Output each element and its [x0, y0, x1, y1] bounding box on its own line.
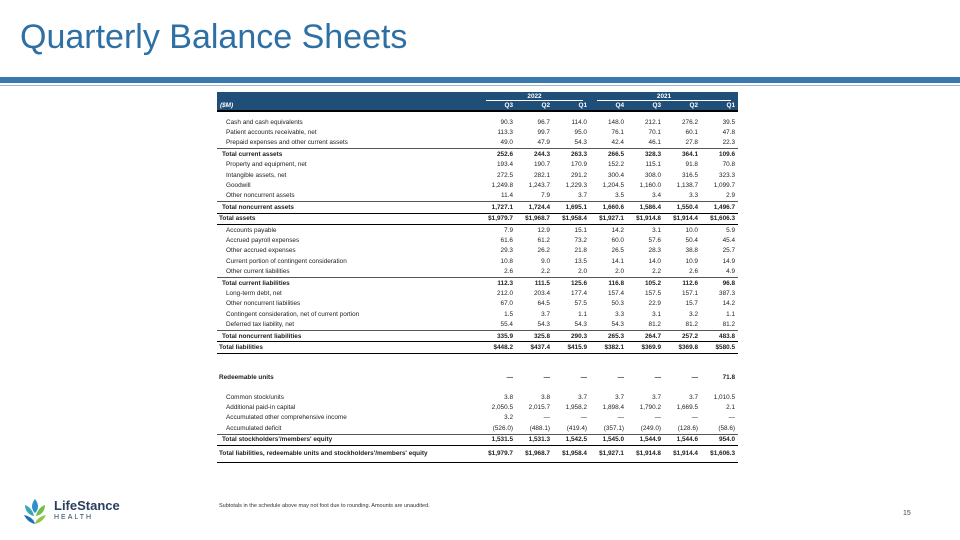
row-value: 109.6	[701, 149, 738, 160]
row-value: $1,927.1	[590, 445, 627, 462]
row-value: 15.7	[685, 300, 698, 308]
row-value: 111.5	[516, 277, 553, 288]
row-value: $448.2	[479, 342, 516, 353]
row-value: 3.2	[504, 414, 513, 422]
row-value: 54.3	[611, 321, 624, 329]
row-value: 10.8	[500, 257, 513, 265]
row-value: 212.0	[497, 289, 513, 297]
row-value: 193.4	[497, 161, 513, 169]
row-value: 99.7	[537, 129, 550, 137]
table-row	[217, 402, 738, 412]
row-value: $1,979.7	[479, 445, 516, 462]
row-value: 7.9	[504, 226, 513, 234]
row-value: (357.1)	[603, 424, 624, 432]
row-value: 2.0	[578, 268, 587, 276]
row-value: 11.4	[501, 192, 513, 200]
row-value: 1,660.6	[590, 202, 627, 213]
row-value: 3.1	[652, 310, 661, 318]
row-value: 57.5	[574, 300, 587, 308]
logo-name: LifeStance	[54, 498, 120, 513]
page-title: Quarterly Balance Sheets	[20, 18, 408, 56]
row-label: Property and equipment, net	[226, 161, 307, 169]
row-value: 61.6	[500, 236, 513, 244]
row-label: Patient accounts receivable, net	[226, 129, 317, 137]
table-row	[217, 373, 738, 383]
row-value: 73.2	[574, 236, 587, 244]
row-label: Intangible assets, net	[226, 171, 287, 179]
row-value: 1,531.5	[479, 434, 516, 445]
row-value: $1,606.3	[701, 445, 738, 462]
row-value: 2.1	[726, 404, 736, 412]
row-value: 10.9	[685, 257, 698, 265]
row-value: 3.1	[652, 226, 661, 234]
row-value: (526.0)	[492, 424, 513, 432]
row-value: (419.4)	[566, 424, 587, 432]
row-value: $1,979.7	[479, 213, 516, 224]
row-label: Deferred tax liability, net	[226, 321, 295, 329]
row-value: 112.3	[479, 277, 516, 288]
row-label: Cash and cash equivalents	[226, 118, 303, 126]
row-label: Long-term debt, net	[226, 289, 282, 297]
row-value: 276.2	[682, 118, 698, 126]
row-value: —	[506, 374, 513, 382]
row-value: 3.7	[541, 310, 550, 318]
row-value: —	[580, 374, 587, 382]
row-value: (128.6)	[677, 424, 698, 432]
row-value: 1,204.5	[602, 182, 624, 190]
row-value: 67.0	[500, 300, 513, 308]
row-value: 3.7	[615, 393, 624, 401]
row-value: —	[654, 374, 661, 382]
row-value: 91.8	[685, 161, 698, 169]
table-row	[217, 309, 738, 319]
row-value: 1,727.1	[479, 202, 516, 213]
lifestance-leaf-icon	[22, 496, 48, 526]
row-value: 81.2	[685, 321, 698, 329]
row-value: 387.3	[719, 289, 736, 297]
row-value: 1,138.7	[676, 182, 698, 190]
row-value: 70.1	[648, 129, 661, 137]
row-label: Total assets	[217, 213, 479, 224]
row-value: 50.4	[685, 236, 698, 244]
row-value: 266.5	[590, 149, 627, 160]
row-value: 3.7	[652, 393, 661, 401]
row-value: 61.2	[537, 236, 550, 244]
row-value: 290.3	[553, 330, 590, 341]
row-value: 157.5	[645, 289, 661, 297]
table-row	[217, 160, 738, 170]
row-value: 954.0	[701, 434, 738, 445]
row-value: 1,160.0	[639, 182, 661, 190]
row-value: 364.1	[664, 149, 701, 160]
row-value: —	[691, 414, 698, 422]
row-value: $580.5	[701, 342, 738, 353]
table-row	[217, 180, 738, 190]
table-row	[217, 117, 738, 127]
row-value: 1,898.4	[602, 404, 624, 412]
row-value: 252.6	[479, 149, 516, 160]
unit-label: ($M)	[217, 101, 479, 111]
row-value: 13.5	[574, 257, 587, 265]
row-value: 1.1	[726, 310, 736, 318]
row-value: 3.7	[578, 192, 587, 200]
row-value: 1,249.8	[491, 182, 513, 190]
row-value: —	[617, 414, 624, 422]
table-row	[217, 235, 738, 245]
row-value: 1,544.6	[664, 434, 701, 445]
row-value: 45.4	[722, 236, 736, 244]
row-value: 190.7	[534, 161, 550, 169]
table-row	[217, 319, 738, 330]
row-value: 3.8	[504, 393, 513, 401]
row-value: 2,015.7	[528, 404, 550, 412]
row-value: 1,496.7	[701, 202, 738, 213]
row-label: Total stockholders'/members' equity	[217, 434, 479, 445]
row-value: —	[543, 374, 550, 382]
row-value: 76.1	[611, 129, 624, 137]
row-value: 96.8	[701, 277, 738, 288]
row-value: 46.1	[648, 139, 661, 147]
row-value: $437.4	[516, 342, 553, 353]
row-value: 105.2	[627, 277, 664, 288]
row-value: 25.7	[722, 247, 736, 255]
year-header-2022: 2022	[479, 92, 590, 101]
row-value: 328.3	[627, 149, 664, 160]
row-value: 54.3	[574, 139, 587, 147]
table-row	[217, 202, 738, 213]
row-label: Other accrued expenses	[226, 247, 296, 255]
row-value: 21.8	[574, 247, 587, 255]
row-value: 14.2	[722, 300, 736, 308]
row-value: 335.9	[479, 330, 516, 341]
row-value: 96.7	[537, 118, 550, 126]
year-header-2021: 2021	[590, 92, 738, 101]
row-value: 2.9	[726, 192, 736, 200]
row-value: 95.0	[574, 129, 587, 137]
row-value: 1,790.2	[639, 404, 661, 412]
row-value: 14.2	[611, 226, 624, 234]
row-value: 3.3	[689, 192, 698, 200]
row-value: $415.9	[553, 342, 590, 353]
row-value: 29.3	[500, 247, 513, 255]
table-row	[217, 246, 738, 256]
row-value: 1,243.7	[528, 182, 550, 190]
row-label: Total noncurrent assets	[217, 202, 479, 213]
row-label: Total noncurrent liabilities	[217, 330, 479, 341]
row-value: 47.8	[722, 129, 736, 137]
row-value: 177.4	[571, 289, 587, 297]
year-header-row	[217, 92, 738, 101]
table-row	[217, 191, 738, 202]
table-row	[217, 445, 738, 462]
row-value: —	[691, 374, 698, 382]
row-value: 1,724.4	[516, 202, 553, 213]
row-value: 203.4	[534, 289, 550, 297]
row-label: Accumulated deficit	[226, 424, 282, 432]
table-row	[217, 434, 738, 445]
row-value: 1.1	[578, 310, 587, 318]
row-value: —	[580, 414, 587, 422]
footnote: Subtotals in the schedule above may not foot due to rounding. Amounts are unaudited.	[219, 503, 430, 509]
quarter-header: Q3	[627, 101, 664, 111]
table-row	[217, 213, 738, 224]
row-value: 257.2	[664, 330, 701, 341]
row-value: 81.2	[648, 321, 661, 329]
row-label: Other current liabilities	[226, 268, 290, 276]
row-value: —	[617, 374, 624, 382]
row-value: 3.4	[652, 192, 661, 200]
row-label: Common stock/units	[226, 393, 284, 401]
row-value: 272.5	[497, 171, 513, 179]
row-label: Total liabilities	[217, 342, 479, 353]
row-value: 50.3	[611, 300, 624, 308]
row-value: 1,545.0	[590, 434, 627, 445]
row-value: $1,968.7	[516, 445, 553, 462]
row-label: Other noncurrent liabilities	[226, 300, 301, 308]
row-value: (249.0)	[640, 424, 661, 432]
row-value: 3.7	[578, 393, 587, 401]
quarter-header: Q2	[664, 101, 701, 111]
row-value: 1,958.2	[565, 404, 587, 412]
row-value: 22.3	[722, 139, 736, 147]
row-value: 114.0	[571, 118, 587, 126]
row-value: 1,695.1	[553, 202, 590, 213]
title-divider-thin	[0, 85, 960, 86]
table-row	[217, 127, 738, 137]
logo-subtitle: HEALTH	[54, 514, 94, 521]
row-value: 325.8	[516, 330, 553, 341]
row-value: 26.5	[611, 247, 624, 255]
row-value: 1.5	[504, 310, 513, 318]
row-value: $369.8	[664, 342, 701, 353]
row-value: 5.9	[726, 226, 736, 234]
row-label: Goodwill	[226, 182, 251, 190]
row-value: 1,229.3	[565, 182, 587, 190]
row-value: 115.1	[645, 161, 661, 169]
row-value: 54.3	[537, 321, 550, 329]
row-value: 1,550.4	[664, 202, 701, 213]
row-label: Current portion of contingent consideration	[226, 257, 347, 265]
quarter-header: Q2	[516, 101, 553, 111]
quarter-header: Q1	[553, 101, 590, 111]
row-value: 244.3	[516, 149, 553, 160]
row-value: 316.5	[682, 171, 698, 179]
row-value: 47.9	[537, 139, 550, 147]
row-value: 39.5	[722, 118, 736, 126]
table-row	[217, 330, 738, 341]
row-value: 57.6	[648, 236, 661, 244]
table-row	[217, 413, 738, 423]
row-value: 28.3	[648, 247, 661, 255]
row-value: 49.0	[500, 139, 513, 147]
row-value: 3.3	[615, 310, 624, 318]
row-value: 323.3	[719, 171, 736, 179]
table-row	[217, 170, 738, 180]
row-value: 4.9	[726, 268, 736, 276]
row-value: (488.1)	[529, 424, 550, 432]
row-value: 113.3	[497, 129, 513, 137]
row-value: 3.5	[615, 192, 624, 200]
row-value: 22.9	[648, 300, 661, 308]
company-logo	[22, 496, 142, 526]
row-value: 2.6	[689, 268, 698, 276]
row-value: 1,586.4	[627, 202, 664, 213]
spacer-row	[217, 383, 738, 392]
row-value: 10.0	[685, 226, 698, 234]
row-label: Total liabilities, redeemable units and stockholders'/members' equity	[217, 445, 479, 462]
table-row	[217, 149, 738, 160]
row-value: 54.3	[574, 321, 587, 329]
row-label: Redeemable units	[219, 374, 274, 382]
row-value: 15.1	[574, 226, 587, 234]
row-value: 291.2	[571, 171, 587, 179]
row-value: 116.8	[590, 277, 627, 288]
row-value: 70.8	[722, 161, 736, 169]
quarter-header: Q3	[479, 101, 516, 111]
row-value: 27.8	[685, 139, 698, 147]
row-label: Accounts payable	[226, 226, 277, 234]
row-value: 55.4	[500, 321, 513, 329]
row-value: 26.2	[537, 247, 550, 255]
row-value: 483.8	[701, 330, 738, 341]
row-value: $1,958.4	[553, 213, 590, 224]
quarter-header: Q4	[590, 101, 627, 111]
row-label: Accrued payroll expenses	[226, 236, 300, 244]
row-label: Total current liabilities	[217, 277, 479, 288]
row-value: 265.3	[590, 330, 627, 341]
row-value: 2,050.5	[491, 404, 513, 412]
quarter-header-row	[217, 101, 738, 111]
row-value: 308.0	[645, 171, 661, 179]
table-row	[217, 224, 738, 235]
row-value: 157.1	[682, 289, 698, 297]
row-value: 7.9	[541, 192, 550, 200]
table-row	[217, 266, 738, 277]
row-value: 1,544.9	[627, 434, 664, 445]
row-value: $1,958.4	[553, 445, 590, 462]
row-value: 42.4	[611, 139, 624, 147]
row-value: 3.7	[689, 393, 698, 401]
table-row	[217, 423, 738, 434]
spacer-row	[217, 353, 738, 373]
row-value: 3.8	[541, 393, 550, 401]
row-value: 212.1	[645, 118, 661, 126]
row-value: $1,914.4	[664, 445, 701, 462]
row-value: 152.2	[608, 161, 624, 169]
row-value: $1,914.8	[627, 445, 664, 462]
table-row	[217, 277, 738, 288]
row-value: 1,531.3	[516, 434, 553, 445]
row-label: Accumulated other comprehensive income	[226, 414, 347, 422]
row-value: 90.3	[500, 118, 513, 126]
row-label: Total current assets	[217, 149, 479, 160]
row-value: 64.5	[537, 300, 550, 308]
quarter-header: Q1	[701, 101, 738, 111]
row-value: 264.7	[627, 330, 664, 341]
row-value: $1,968.7	[516, 213, 553, 224]
row-value: 282.1	[534, 171, 550, 179]
row-value: 263.3	[553, 149, 590, 160]
row-value: 1,542.5	[553, 434, 590, 445]
table-row	[217, 392, 738, 402]
row-value: $1,914.8	[627, 213, 664, 224]
table-row	[217, 256, 738, 266]
row-value: 38.8	[685, 247, 698, 255]
row-value: 1,099.7	[713, 182, 736, 190]
row-value: 14.9	[722, 257, 736, 265]
row-value: 2.6	[504, 268, 513, 276]
row-value: 60.1	[685, 129, 698, 137]
row-value: 2.2	[541, 268, 550, 276]
row-value: $382.1	[590, 342, 627, 353]
row-value: 157.4	[608, 289, 624, 297]
row-label: Contingent consideration, net of current portion	[226, 310, 360, 318]
row-value: $1,914.4	[664, 213, 701, 224]
row-value: 125.6	[553, 277, 590, 288]
table-row	[217, 138, 738, 149]
row-value: 9.0	[541, 257, 550, 265]
row-value: 14.1	[611, 257, 624, 265]
page-number: 15	[903, 510, 911, 517]
table-row	[217, 342, 738, 353]
row-value: 170.9	[571, 161, 587, 169]
table-row	[217, 288, 738, 298]
balance-sheet-body	[217, 111, 738, 462]
row-value: 12.9	[537, 226, 550, 234]
row-value: 300.4	[608, 171, 624, 179]
row-value: 112.6	[664, 277, 701, 288]
row-value: 1,010.5	[713, 393, 736, 401]
row-value: 60.0	[611, 236, 624, 244]
balance-sheet-table	[217, 92, 738, 463]
row-value: $1,606.3	[701, 213, 738, 224]
row-value: 71.8	[722, 374, 736, 382]
title-divider	[0, 77, 960, 83]
row-value: 14.0	[648, 257, 661, 265]
row-value: —	[728, 414, 736, 422]
row-label: Other noncurrent assets	[226, 192, 295, 200]
row-value: 2.2	[652, 268, 661, 276]
row-label: Additional paid-in capital	[226, 404, 296, 412]
row-value: 3.2	[689, 310, 698, 318]
row-value: —	[543, 414, 550, 422]
row-value: 2.0	[615, 268, 624, 276]
row-label: Prepaid expenses and other current assets	[226, 139, 348, 147]
row-value: 148.0	[608, 118, 624, 126]
row-value: —	[654, 414, 661, 422]
row-value: $1,927.1	[590, 213, 627, 224]
row-value: 1,669.5	[676, 404, 698, 412]
row-value: (58.6)	[718, 424, 736, 432]
row-value: 81.2	[722, 321, 736, 329]
row-value: $369.9	[627, 342, 664, 353]
table-row	[217, 299, 738, 309]
